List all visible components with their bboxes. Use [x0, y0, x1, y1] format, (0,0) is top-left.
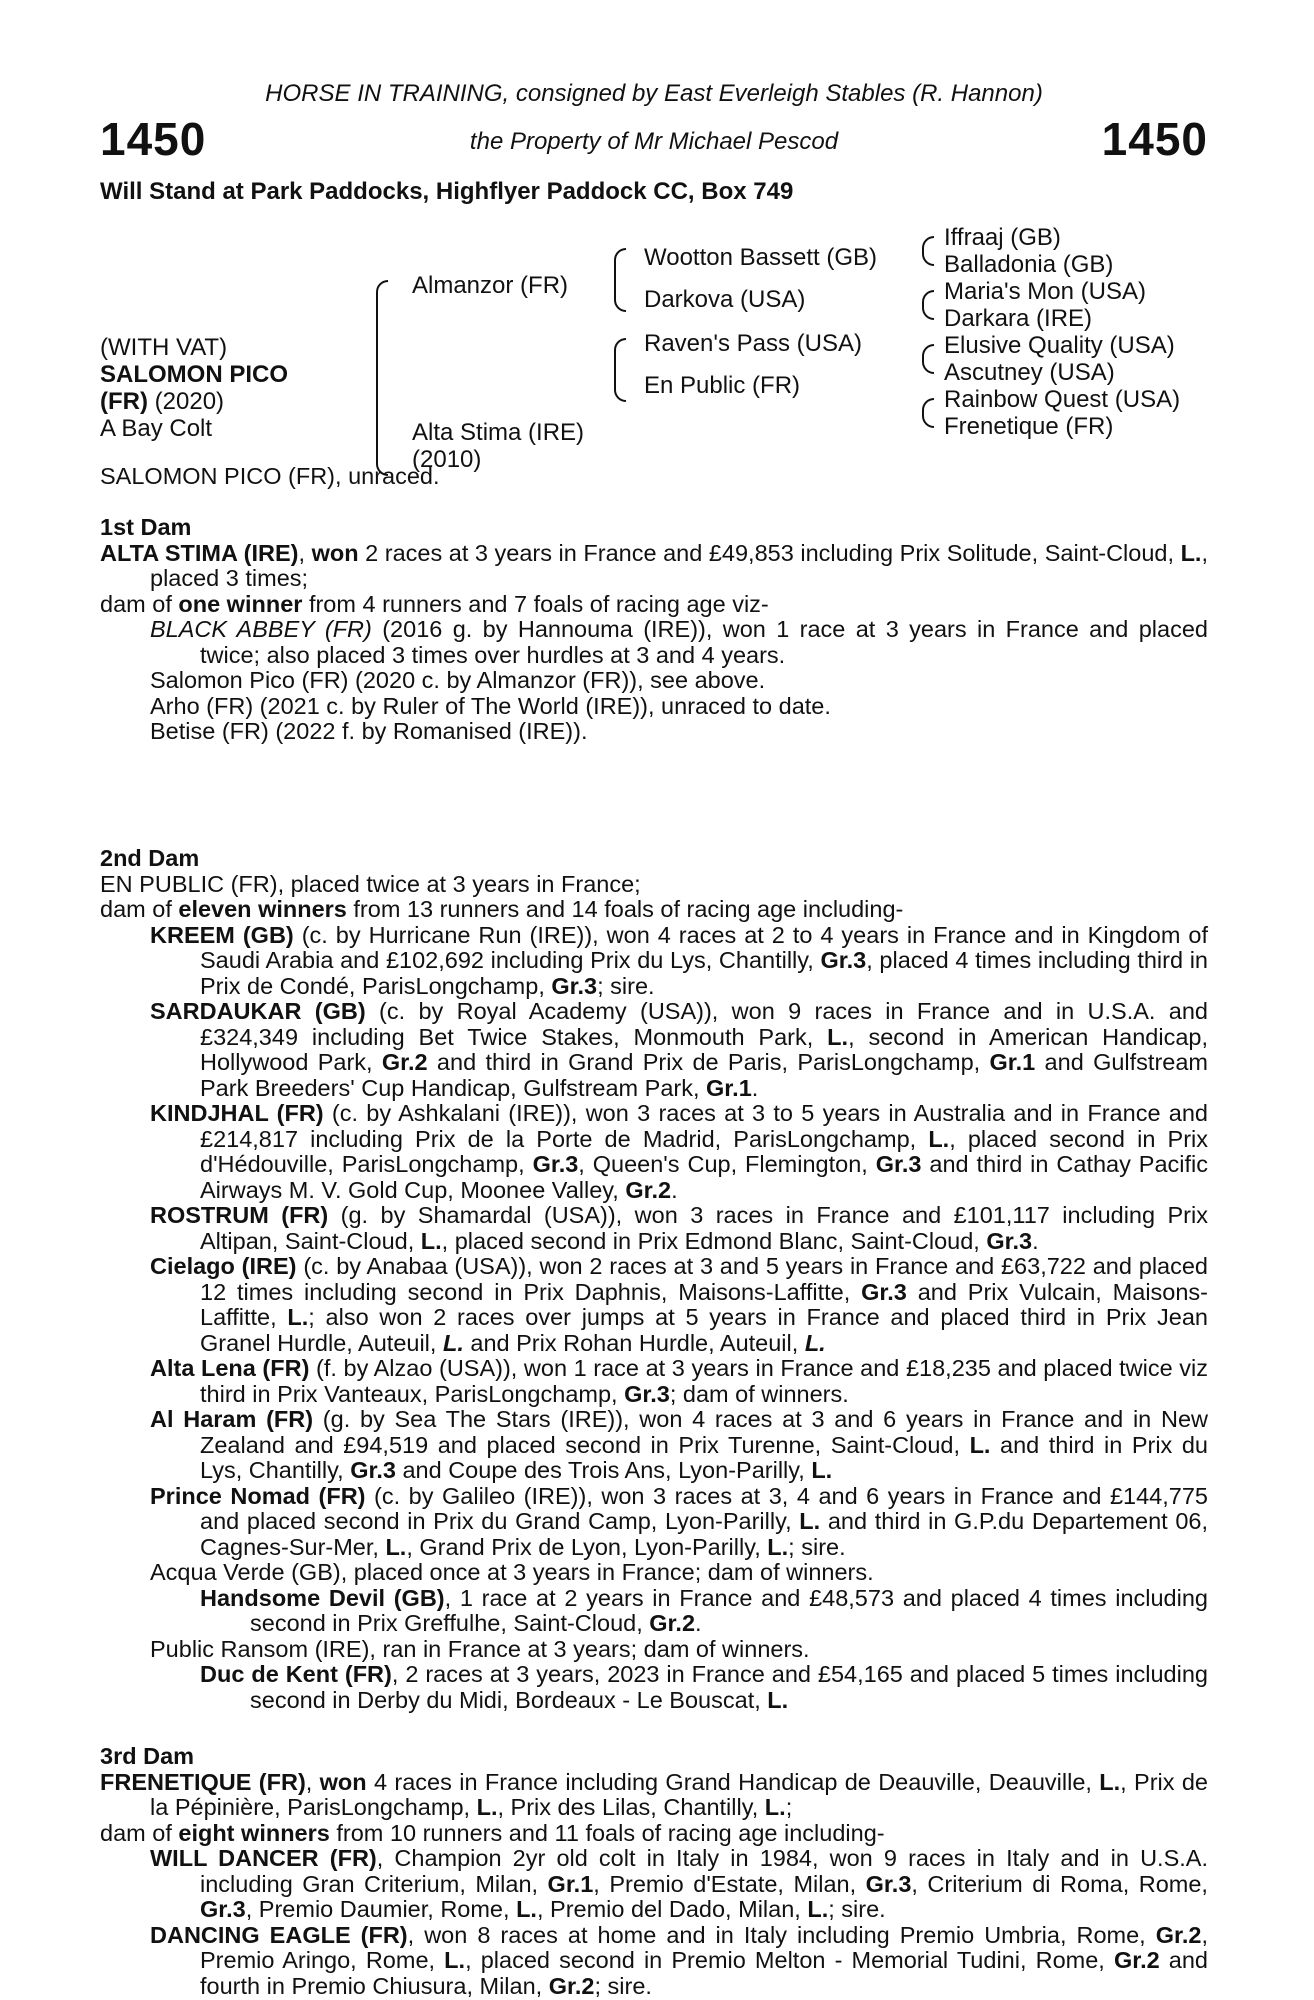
sire-dam: Darkova (USA) — [644, 286, 806, 313]
third-dam-produce-summary: dam of eight winners from 10 runners and 11 foals of racing age including- — [100, 1819, 885, 1846]
second-dam-produce-summary: dam of eleven winners from 13 runners and 14 foals of racing age including- — [100, 896, 904, 922]
second-dam-record: EN PUBLIC (FR), placed twice at 3 years in France; — [100, 870, 641, 897]
brace-ds — [922, 344, 934, 374]
brace-sd — [922, 290, 934, 320]
brace-gen1 — [376, 280, 388, 476]
sire: Almanzor (FR) — [412, 272, 569, 299]
brace-ss — [922, 236, 934, 266]
offspring-black-abbey: BLACK ABBEY (FR) (2016 g. by Hannouma (IRE)), won 1 race at 3 years in France and placed twice; also placed 3 times over hurdles at 3 and 4 years. — [150, 616, 1208, 668]
grandoffspring-duc-de-kent: Duc de Kent (FR), 2 races at 3 years, 2023 in France and £54,165 and placed 5 times including second in Derby du Midi, Bordeaux - Le Bouscat, L. — [200, 1661, 1208, 1713]
dam-sire-sire: Elusive Quality (USA) — [944, 332, 1175, 359]
owner-line: the Property of Mr Michael Pescod — [469, 128, 839, 155]
first-dam-section — [100, 515, 1208, 745]
third-dam-record: FRENETIQUE (FR), won 4 races in France including Grand Handicap de Deauville, Deauville, L., Prix de la Pépinière, ParisLongchamp, L., Prix des Lilas, Chantilly, L.; — [100, 1768, 1208, 1820]
sire-dam-sire: Maria's Mon (USA) — [944, 278, 1146, 305]
horse-name: SALOMON PICO — [100, 361, 289, 388]
offspring-alta-lena: Alta Lena (FR) (f. by Alzao (USA)), won 1 race at 3 years in France and £18,235 and placed twice viz third in Prix Vanteaux, ParisLongchamp, Gr.3; dam of winners. — [150, 1355, 1209, 1407]
stand-location: Will Stand at Park Paddocks, Highflyer Paddock CC, Box 749 — [100, 178, 794, 205]
offspring-salomon-pico: Salomon Pico (FR) (2020 c. by Almanzor (FR)), see above. — [150, 667, 766, 693]
offspring-al-haram: Al Haram (FR) (g. by Sea The Stars (IRE)), won 4 races at 3 and 6 years in France and in New Zealand and £94,519 and placed second in Prix Turenne, Saint-Cloud, L. and third in Prix du Lys, Chantilly, Gr.3 and Coupe des Trois Ans, Lyon-Parilly, L. — [150, 1406, 1208, 1483]
horse-country-year: (FR) (2020) — [100, 388, 225, 415]
lot-number-left: 1450 — [100, 113, 207, 165]
offspring-public-ransom: Public Ransom (IRE), ran in France at 3 years; dam of winners. — [150, 1635, 810, 1662]
offspring-rostrum: ROSTRUM (FR) (g. by Shamardal (USA)), won 3 races in France and £101,117 including Prix Altipan, Saint-Cloud, L., placed second in Prix Edmond Blanc, Saint-Cloud, Gr.3. — [150, 1202, 1208, 1254]
third-dam-heading: 3rd Dam — [100, 1743, 195, 1769]
offspring-betise: Betise (FR) (2022 f. by Romanised (IRE)). — [150, 718, 588, 744]
horse-description: A Bay Colt — [100, 415, 213, 442]
dam-sire-dam: Ascutney (USA) — [944, 359, 1115, 386]
brace-dd — [922, 398, 934, 428]
grandoffspring-handsome-devil: Handsome Devil (GB), 1 race at 2 years in France and £48,573 and placed 4 times including second in Prix Greffulhe, Saint-Cloud, Gr.2. — [200, 1584, 1208, 1636]
brace-dam — [614, 338, 626, 402]
first-dam-produce-summary: dam of one winner from 4 runners and 7 foals of racing age viz- — [100, 590, 769, 617]
dam-dam-dam: Frenetique (FR) — [944, 413, 1114, 440]
consignor-line: HORSE IN TRAINING, consigned by East Everleigh Stables (R. Hannon) — [265, 80, 1043, 107]
offspring-will-dancer: WILL DANCER (FR), Champion 2yr old colt in Italy in 1984, won 9 races in Italy and in U.S.A. including Gran Criterium, Milan, Gr.1, Premio d'Estate, Milan, Gr.3, Criterium di Roma, Rome, Gr.3, Premio Daumier, Rome, L., Premio del Dado, Milan, L.; sire. — [150, 1845, 1208, 1922]
vat-note: (WITH VAT) — [100, 334, 228, 361]
dam: Alta Stima (IRE) — [412, 419, 585, 446]
offspring-dancing-eagle: DANCING EAGLE (FR), won 8 races at home and in Italy including Premio Umbria, Rome, Gr.2, Premio Aringo, Rome, L., placed second in Premio Melton - Memorial Tudini, Rome, Gr.2 and fourth in Premio Chiusura, Milan, Gr.2; sire. — [150, 1921, 1208, 1999]
offspring-acqua-verde: Acqua Verde (GB), placed once at 3 years in France; dam of winners. — [150, 1559, 874, 1585]
sire-sire-sire: Iffraaj (GB) — [944, 224, 1061, 251]
brace-sire — [614, 248, 626, 312]
second-dam-section — [100, 846, 1208, 1713]
offspring-cielago: Cielago (IRE) (c. by Anabaa (USA)), won 2 races at 3 and 5 years in France and £63,722 and placed 12 times including second in Prix Daphnis, Maisons-Laffitte, Gr.3 and Prix Vulcain, Maisons-Laffitte, L.; also won 2 races over jumps at 5 years in France and placed third in Prix Jean Granel Hurdle, Auteuil, L. and Prix Rohan Hurdle, Auteuil, L. — [150, 1253, 1208, 1356]
sire-dam-dam: Darkara (IRE) — [944, 305, 1093, 332]
offspring-prince-nomad: Prince Nomad (FR) (c. by Galileo (IRE)), won 3 races at 3, 4 and 6 years in France and £144,775 and placed second in Prix du Grand Camp, Lyon-Parilly, L. and third in G.P.du Departement 06, Cagnes-Sur-Mer, L., Grand Prix de Lyon, Lyon-Parilly, L.; sire. — [150, 1482, 1209, 1560]
dam-year: (2010) — [412, 446, 482, 473]
sire-sire-dam: Balladonia (GB) — [944, 251, 1114, 278]
lot-number-right: 1450 — [1101, 113, 1208, 165]
sire-sire: Wootton Bassett (GB) — [644, 244, 877, 271]
offspring-sardaukar: SARDAUKAR (GB) (c. by Royal Academy (USA)), won 9 races in France and in U.S.A. and £324,349 including Bet Twice Stakes, Monmouth Park, L., second in American Handicap, Hollywood Park, Gr.2 and third in Grand Prix de Paris, ParisLongchamp, Gr.1 and Gulfstream Park Breeders' Cup Handicap, Gulfstream Park, Gr.1. — [150, 998, 1209, 1101]
dam-sire: Raven's Pass (USA) — [644, 330, 862, 357]
dam-dam-sire: Rainbow Quest (USA) — [944, 386, 1181, 413]
third-dam-section — [100, 1744, 1208, 1999]
offspring-kreem: KREEM (GB) (c. by Hurricane Run (IRE)), won 4 races at 2 to 4 years in France and in Kingdom of Saudi Arabia and £102,692 including Prix du Lys, Chantilly, Gr.3, placed 4 times including third in Prix de Condé, ParisLongchamp, Gr.3; sire. — [150, 921, 1208, 999]
dam-dam: En Public (FR) — [644, 372, 801, 399]
second-dam-heading: 2nd Dam — [100, 845, 200, 871]
offspring-kindjhal: KINDJHAL (FR) (c. by Ashkalani (IRE)), won 3 races at 3 to 5 years in Australia and in France and £214,817 including Prix de la Porte de Madrid, ParisLongchamp, L., placed second in Prix d'Hédouville, ParisLongchamp, Gr.3, Queen's Cup, Flemington, Gr.3 and third in Cathay Pacific Airways M. V. Gold Cup, Moonee Valley, Gr.2. — [150, 1100, 1208, 1203]
first-dam-heading: 1st Dam — [100, 514, 192, 540]
first-dam-record: ALTA STIMA (IRE), won 2 races at 3 years in France and £49,853 including Prix Solitude, Saint-Cloud, L., placed 3 times; — [100, 539, 1208, 591]
offspring-arho: Arho (FR) (2021 c. by Ruler of The World (IRE)), unraced to date. — [150, 692, 831, 719]
intro-line: SALOMON PICO (FR), unraced. — [100, 463, 440, 489]
